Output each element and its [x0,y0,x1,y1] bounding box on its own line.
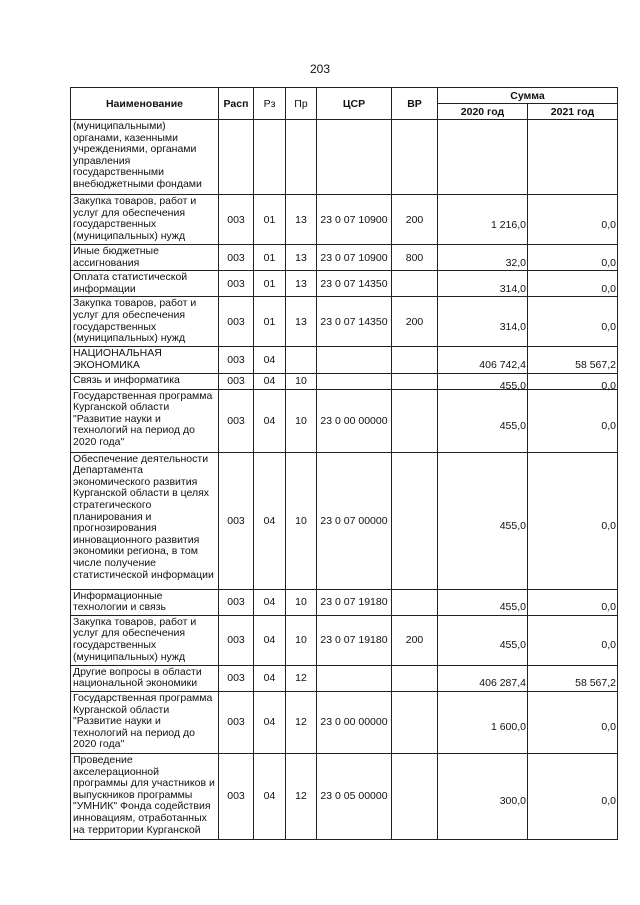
cell-y2021 [528,615,618,665]
cell-y2021 [528,389,618,452]
table-row [71,452,618,589]
cell-y2021 [528,120,618,195]
cell-y2021-value: 0,0 [601,218,616,231]
cell-y2021-value: 0,0 [601,419,616,432]
cell-y2021 [528,195,618,245]
cell-y2021 [528,297,618,347]
cell-vr [392,665,438,691]
cell-vr [392,753,438,839]
cell-vr [392,389,438,452]
table-row [71,665,618,691]
cell-csr: 23 0 07 10900 [317,245,392,271]
cell-y2020-value: 314,0 [499,282,526,295]
cell-pr: 13 [286,195,317,245]
cell-rz: 04 [254,615,286,665]
cell-y2021 [528,373,618,393]
cell-name: Другие вопросы в области национальной экономики [71,665,219,691]
cell-pr: 10 [286,389,317,452]
cell-vr [392,589,438,615]
cell-y2020 [438,452,528,589]
cell-csr: 23 0 07 10900 [317,195,392,245]
table-row [71,373,618,389]
cell-rz: 04 [254,753,286,839]
header-2020: 2020 год [438,104,528,120]
cell-vr [392,271,438,297]
cell-y2020-value: 406 287,4 [479,677,526,690]
cell-pr: 13 [286,271,317,297]
cell-y2021 [528,589,618,615]
table-row [71,195,618,245]
table-row [71,347,618,373]
header-rasp: Расп [219,88,254,120]
cell-y2020 [438,271,528,297]
budget-table [70,87,618,840]
cell-csr: 23 0 07 00000 [317,452,392,589]
cell-y2020-value: 406 742,4 [479,358,526,371]
cell-csr: 23 0 05 00000 [317,753,392,839]
cell-vr [392,452,438,589]
cell-name: НАЦИОНАЛЬНАЯ ЭКОНОМИКА [71,347,219,373]
cell-y2020 [438,665,528,691]
cell-y2021 [528,245,618,271]
cell-y2020 [438,589,528,615]
cell-name: Проведение акселерационной программы для участников и выпускников программы "УМНИК" Фонда содействия инновациям, отработанных на территории Курганской [71,753,219,839]
cell-y2020 [438,373,528,393]
cell-y2021 [528,691,618,753]
cell-y2021-value: 0,0 [601,601,616,614]
cell-y2020-value: 1 216,0 [490,218,526,231]
cell-pr: 10 [286,373,317,389]
table-row [71,271,618,297]
cell-rasp: 003 [219,665,254,691]
header-2021: 2021 год [528,104,618,120]
cell-pr: 12 [286,665,317,691]
cell-y2021-value: 0,0 [601,639,616,652]
cell-name: Информационные технологии и связь [71,589,219,615]
cell-y2021-value: 58 567,2 [575,358,616,371]
cell-vr [392,120,438,195]
cell-name: Закупка товаров, работ и услуг для обеспечения государственных (муниципальных) нужд [71,615,219,665]
cell-name: Оплата статистической информации [71,271,219,297]
cell-y2020-value: 455,0 [499,380,526,393]
cell-pr [286,120,317,195]
cell-name: (муниципальными) органами, казенными учреждениями, органами управления государственными внебюджетными фондами [71,120,219,195]
table-row [71,753,618,839]
cell-y2021-value: 0,0 [601,320,616,333]
cell-rasp: 003 [219,452,254,589]
cell-rasp: 003 [219,589,254,615]
cell-pr: 10 [286,615,317,665]
cell-rasp: 003 [219,271,254,297]
cell-rz: 04 [254,589,286,615]
header-csr: ЦСР [317,88,392,120]
cell-y2021-value: 0,0 [601,519,616,532]
cell-csr [317,665,392,691]
cell-y2020-value: 314,0 [499,320,526,333]
table-row [71,615,618,665]
table-row [71,691,618,753]
cell-y2021 [528,665,618,691]
cell-csr: 23 0 00 00000 [317,691,392,753]
cell-rasp: 003 [219,691,254,753]
cell-vr: 200 [392,297,438,347]
cell-pr: 13 [286,245,317,271]
cell-rasp [219,120,254,195]
cell-y2021 [528,271,618,297]
cell-y2021-value: 0,0 [601,795,616,808]
cell-csr: 23 0 00 00000 [317,389,392,452]
cell-y2021 [528,452,618,589]
cell-y2021-value: 0,0 [601,282,616,295]
cell-y2020 [438,753,528,839]
cell-csr [317,120,392,195]
cell-vr [392,373,438,389]
cell-vr: 200 [392,615,438,665]
cell-y2020-value: 455,0 [499,639,526,652]
cell-y2020-value: 455,0 [499,601,526,614]
cell-vr: 800 [392,245,438,271]
header-name: Наименование [71,88,219,120]
cell-csr [317,347,392,373]
cell-rz: 04 [254,347,286,373]
cell-rz: 01 [254,195,286,245]
cell-y2021 [528,753,618,839]
cell-rasp: 003 [219,615,254,665]
cell-rz: 04 [254,373,286,389]
cell-y2020-value: 32,0 [505,256,526,269]
cell-pr: 12 [286,691,317,753]
cell-rasp: 003 [219,245,254,271]
cell-y2020 [438,615,528,665]
cell-y2020-value: 455,0 [499,519,526,532]
cell-rz: 04 [254,665,286,691]
cell-name: Закупка товаров, работ и услуг для обеспечения государственных (муниципальных) нужд [71,297,219,347]
cell-rz [254,120,286,195]
table-row [71,245,618,271]
cell-y2020-value: 1 600,0 [490,721,526,734]
cell-y2021-value: 0,0 [601,380,616,393]
header-rz: Рз [254,88,286,120]
cell-rasp: 003 [219,389,254,452]
cell-name: Государственная программа Курганской области "Развитие науки и технологий на период до 2020 года" [71,389,219,452]
cell-y2021-value: 0,0 [601,256,616,269]
cell-pr: 10 [286,589,317,615]
cell-csr: 23 0 07 19180 [317,615,392,665]
cell-y2020 [438,245,528,271]
page-number: 203 [309,62,331,76]
cell-y2020 [438,297,528,347]
cell-rasp: 003 [219,347,254,373]
cell-y2020-value: 455,0 [499,419,526,432]
cell-pr [286,347,317,373]
cell-y2021 [528,347,618,373]
cell-name: Связь и информатика [71,373,219,389]
cell-name: Закупка товаров, работ и услуг для обеспечения государственных (муниципальных) нужд [71,195,219,245]
header-pr: Пр [286,88,317,120]
cell-rz: 04 [254,389,286,452]
table-row [71,297,618,347]
cell-rz: 01 [254,245,286,271]
table-body [71,120,618,840]
cell-y2020 [438,347,528,373]
cell-csr: 23 0 07 19180 [317,589,392,615]
cell-pr: 10 [286,452,317,589]
cell-vr [392,347,438,373]
cell-rz: 01 [254,297,286,347]
cell-name: Обеспечение деятельности Департамента экономического развития Курганской области в целях стратегического планирования и прогнозирования инновационного развития экономики региона, в том числе получение статистической информации [71,452,219,589]
cell-csr [317,373,392,389]
cell-y2020 [438,389,528,452]
header-summa: Сумма [438,88,618,104]
table-row [71,120,618,195]
cell-name: Государственная программа Курганской области "Развитие науки и технологий на период до 2020 года" [71,691,219,753]
cell-rz: 04 [254,691,286,753]
cell-rz: 04 [254,452,286,589]
cell-y2020 [438,120,528,195]
cell-csr: 23 0 07 14350 [317,271,392,297]
cell-csr: 23 0 07 14350 [317,297,392,347]
cell-y2021-value: 58 567,2 [575,677,616,690]
table-row [71,589,618,615]
cell-name: Иные бюджетные ассигнования [71,245,219,271]
cell-rz: 01 [254,271,286,297]
cell-y2021-value: 0,0 [601,721,616,734]
cell-vr [392,691,438,753]
cell-y2020 [438,195,528,245]
cell-y2020 [438,691,528,753]
cell-rasp: 003 [219,373,254,389]
cell-vr: 200 [392,195,438,245]
cell-pr: 12 [286,753,317,839]
cell-rasp: 003 [219,297,254,347]
table-row [71,389,618,452]
header-vr: ВР [392,88,438,120]
cell-rasp: 003 [219,195,254,245]
cell-pr: 13 [286,297,317,347]
cell-y2020-value: 300,0 [499,795,526,808]
cell-rasp: 003 [219,753,254,839]
